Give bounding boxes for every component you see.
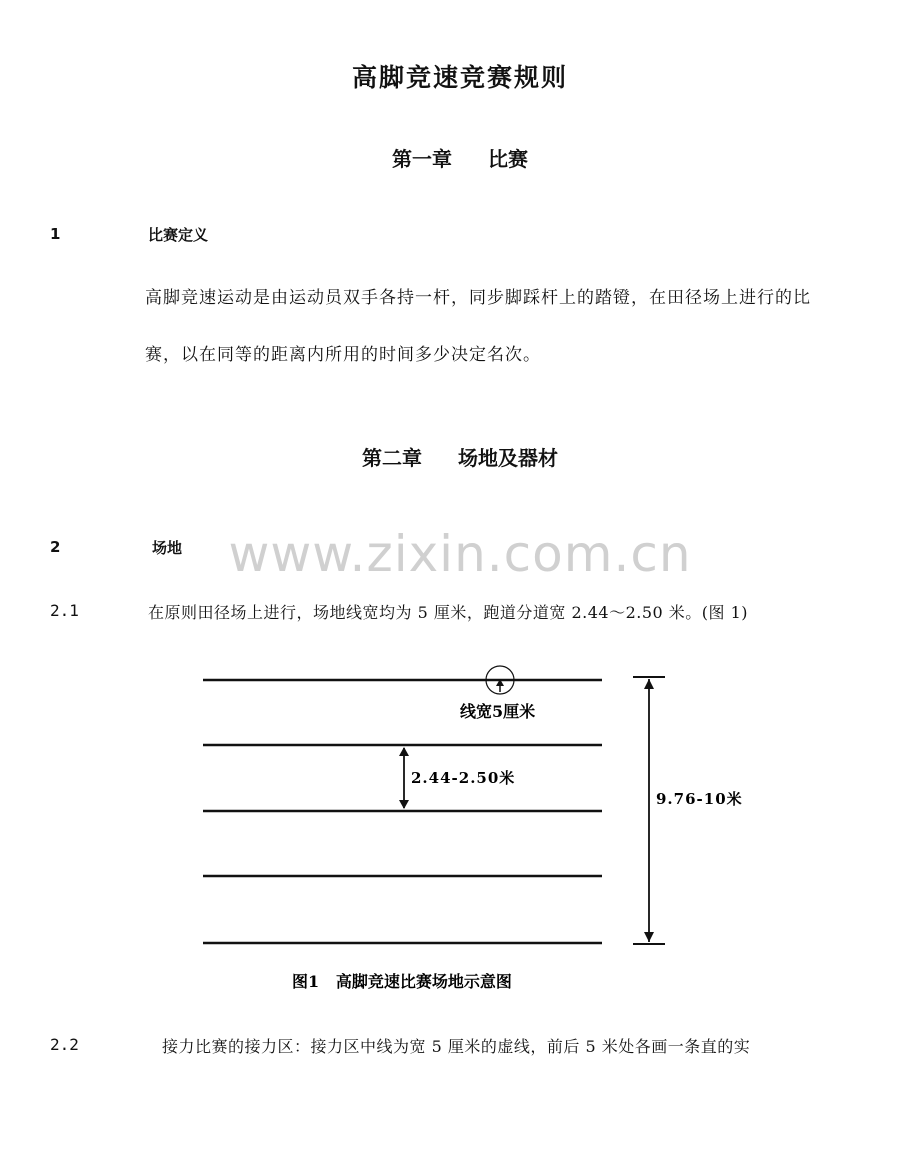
lane-width-label: 2.44-2.50米 <box>411 769 516 787</box>
section-1-heading: 比赛定义 <box>148 226 209 244</box>
chapter-2-label: 第二章 <box>362 446 422 470</box>
line-width-label: 线宽5厘米 <box>460 702 536 721</box>
subsection-2-2-text: 接力比赛的接力区：接力区中线为宽 5 厘米的虚线，前后 5 米处各画一条直的实 <box>162 1037 751 1056</box>
section-2-number: 2 <box>50 538 61 556</box>
subsection-2-2-number: 2.2 <box>50 1035 79 1054</box>
chapter-1-heading <box>0 143 920 172</box>
total-width-label: 9.76-10米 <box>656 790 743 808</box>
subsection-2-1-text: 在原则田径场上进行，场地线宽均为 5 厘米，跑道分道宽 2.44～2.50 米。(图 1) <box>148 603 749 622</box>
chapter-2-heading <box>0 442 920 471</box>
total-width-arrowhead-top <box>644 679 654 689</box>
watermark: www.zixin.com.cn <box>228 525 692 583</box>
total-width-arrowhead-bottom <box>644 932 654 942</box>
section-1-body: 高脚竞速运动是由运动员双手各持一杆，同步脚踩杆上的踏镫，在田径场上进行的比赛，以在同等的距离内所用的时间多少决定名次。 <box>145 288 811 365</box>
chapter-1-label: 第一章 <box>392 147 452 171</box>
document-title: 高脚竞速竞赛规则 <box>351 63 568 92</box>
subsection-2-1-number: 2.1 <box>50 601 79 620</box>
figure-1-caption: 图1 高脚竞速比赛场地示意图 <box>292 972 512 991</box>
lane-width-arrowhead-bottom <box>399 800 409 809</box>
chapter-1-name: 比赛 <box>488 147 528 171</box>
figure-1-diagram <box>0 650 920 1000</box>
section-2-heading: 场地 <box>152 539 183 557</box>
section-1-number: 1 <box>50 225 61 243</box>
chapter-2-name: 场地及器材 <box>458 446 558 470</box>
lane-width-arrowhead-top <box>399 747 409 756</box>
